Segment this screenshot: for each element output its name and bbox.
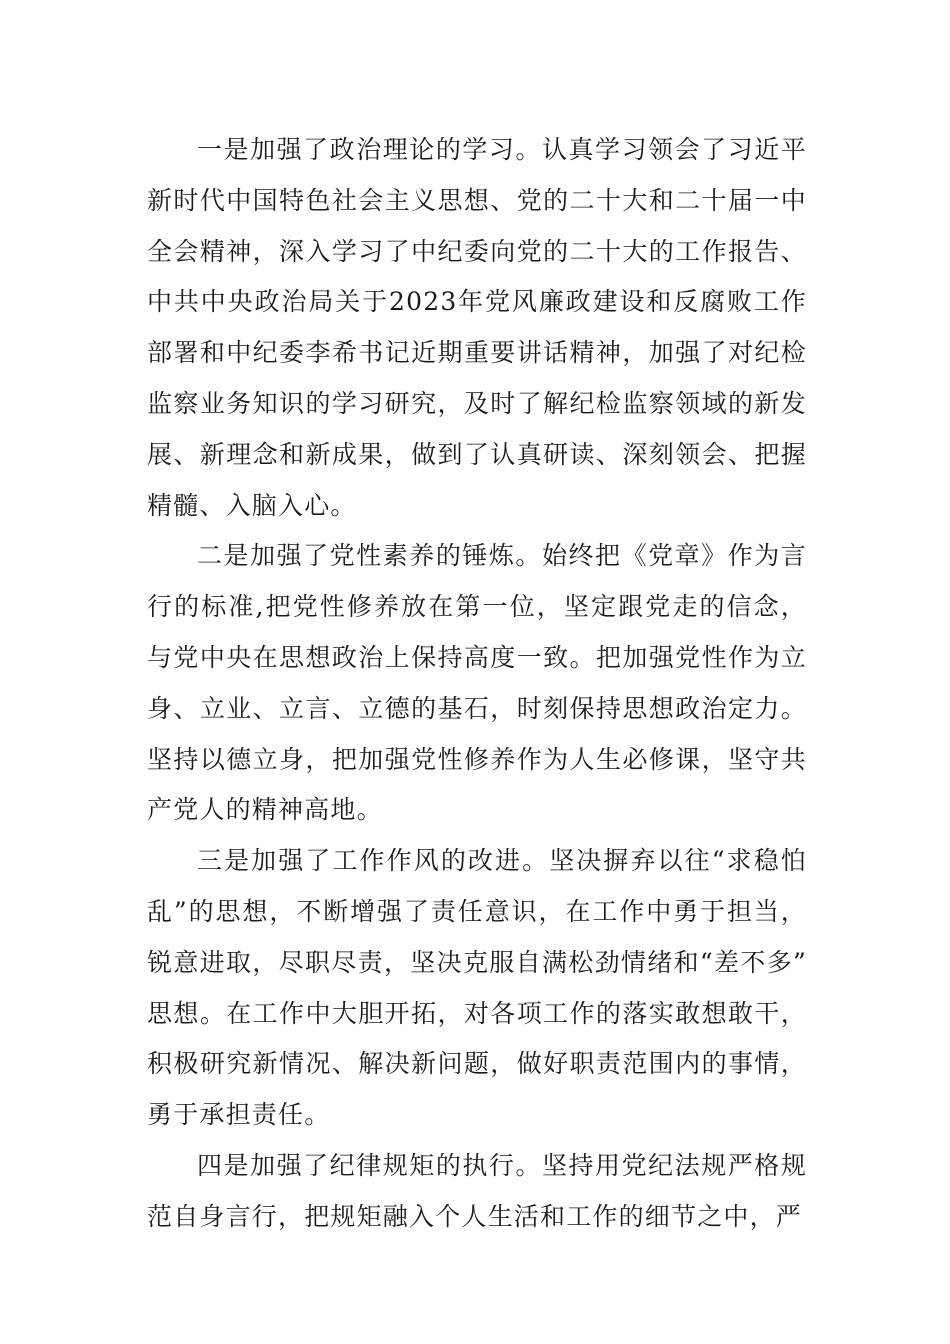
paragraph-party-spirit: 二是加强了党性素养的锤炼。始终把《党章》作为言行的标准,把党性修养放在第一位，坚定跟党走的信念，与党中央在思想政治上保持高度一致。把加强党性作为立身、立业、立言、立德的基石，时刻保持思想政治定力。坚持以德立身，把加强党性修养作为人生必修课，坚守共产党人的精神高地。 <box>147 541 807 825</box>
document-body <box>147 125 807 1243</box>
paragraph-work-style: 三是加强了工作作风的改进。坚决摒弃以往“求稳怕乱”的思想，不断增强了责任意识，在工作中勇于担当，锐意进取，尽职尽责，坚决克服自满松劲情绪和“差不多”思想。在工作中大胆开拓，对各项工作的落实敢想敢干，积极研究新情况、解决新问题，做好职责范围内的事情，勇于承担责任。 <box>147 846 807 1130</box>
paragraph-political-theory: 一是加强了政治理论的学习。认真学习领会了习近平新时代中国特色社会主义思想、党的二十大和二十届一中全会精神，深入学习了中纪委向党的二十大的工作报告、中共中央政治局关于2023年党风廉政建设和反腐败工作部署和中纪委李希书记近期重要讲话精神，加强了对纪检监察业务知识的学习研究，及时了解纪检监察领域的新发展、新理念和新成果，做到了认真研读、深刻领会、把握精髓、入脑入心。 <box>147 135 807 520</box>
paragraph-discipline: 四是加强了纪律规矩的执行。坚持用党纪法规严格规范自身言行，把规矩融入个人生活和工作的细节之中，严 <box>147 1150 807 1231</box>
